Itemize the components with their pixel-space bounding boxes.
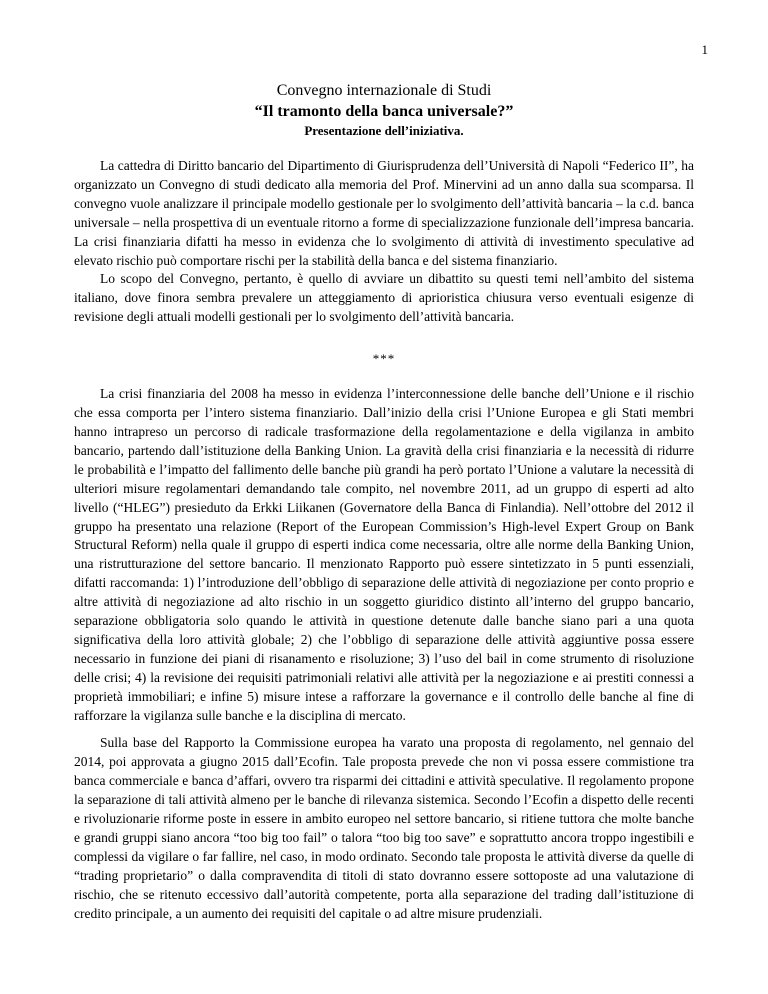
body-paragraph-2: Sulla base del Rapporto la Commissione europea ha varato una proposta di regolamento, nel gennaio del 2014, poi approvata a giugno 2015 dall’Ecofin. Tale proposta prevede che non vi possa essere commistione tra banca commerciale e banca d’affari, ovvero tra risparmi dei cittadini e attività speculative. Il regolamento propone la separazione di tali attività almeno per le banche di rilevanza sistemica. Secondo l’Ecofin a dispetto delle recenti e rivoluzionarie riforme poste in essere in ambito europeo nel settore bancario, si ritiene tuttora che molte banche e grandi gruppi siano ancora “too big too fail” o talora “too big too save” e soprattutto ancora troppo ingestibili e complessi da vigilare o far fallire, nel caso, in modo ordinato. Secondo tale proposta le attività diverse da quelle di “trading proprietario” o dalla compravendita di titoli di stato dovranno essere sottoposte ad una valutazione di rischio, che se ritenuto eccessivo dall’autorità competente, porta alla separazione del trading dall’istituzione di credito principale, a un aumento dei requisiti del capitale o ad altre misure prudenziali. [74,735,694,921]
conference-subtitle: Presentazione dell’iniziativa. [304,123,464,138]
document-body [74,80,694,924]
page-number: 1 [701,42,708,57]
body-paragraph-1: La crisi finanziaria del 2008 ha messo in evidenza l’interconnessione delle banche dell’Unione e il rischio che essa comporta per l’intero sistema finanziario. Dall’inizio della crisi l’Unione Europea e gli Stati membri hanno intrapreso un percorso di radicale trasformazione della regolamentazione e della vigilanza in ambito bancario, partendo dall’istituzione della Banking Union. La gravità della crisi finanziaria e la necessità di ridurre le probabilità e l’impatto del fallimento delle banche più grandi ha però portato l’Unione a valutare la necessità di ulteriori misure regolamentari demandando tale compito, nel novembre 2011, ad un gruppo di esperti ad alto livello (“HLEG”) presieduto da Erkki Liikanen (Governatore della Banca di Finlandia). Nell’ottobre del 2012 il gruppo ha presentato una relazione (Report of the European Commission’s High-level Expert Group on Bank Structural Reform) nella quale il gruppo di esperti indica come necessaria, oltre alle norme della Banking Union, una ristrutturazione del settore bancario. Il menzionato Rapporto può essere sintetizzato in 5 punti essenziali, difatti raccomanda: 1) l’introduzione dell’obbligo di separazione delle attività di negoziazione per conto proprio e altre attività di negoziazione ad alto rischio in un soggetto giuridico distinto all’interno del gruppo bancario, separazione obbligatoria solo quando le attività in questione detenute dalle banche siano pari a una quota significativa della loro attività globale; 2) che l’obbligo di separazione delle attività aggiuntive possa essere necessario in funzione dei piani di risanamento e risoluzione; 3) l’uso del bail in come strumento di risoluzione delle crisi; 4) la revisione dei requisiti patrimoniali relativi alle attività per la negoziazione e ai prestiti connessi a proprietà immobiliari; e infine 5) misure intese a rafforzare la governance e il controllo delle banche al fine di rafforzare la vigilanza sulle banche e la disciplina di mercato. [74,386,694,723]
intro-paragraph-1: La cattedra di Diritto bancario del Dipartimento di Giurisprudenza dell’Università di Napoli “Federico II”, ha organizzato un Convegno di studi dedicato alla memoria del Prof. Minervini ad un anno dalla sua scomparsa. Il convegno vuole analizzare il principale modello gestionale per lo svolgimento dell’attività bancaria – la c.d. banca universale – nella prospettiva di un eventuale ritorno a forme di specializzazione funzionale dell’impresa bancaria. La crisi finanziaria difatti ha messo in evidenza che lo svolgimento di attività di investimento speculative ad elevato rischio può comportare rischi per la stabilità della banca e del sistema finanziario. [74,158,694,268]
conference-title: Convegno internazionale di Studi [276,82,492,99]
conference-main-title: “Il tramonto della banca universale?” [254,103,514,120]
section-separator: *** [372,351,396,367]
intro-paragraph-2: Lo scopo del Convegno, pertanto, è quello di avviare un dibattito su questi temi nell’ambito del sistema italiano, dove finora sembra prevalere un atteggiamento di aprioristica chiusura verso eventuali esigenze di revisione degli attuali modelli gestionali per lo svolgimento dell’attività bancaria. [74,271,694,325]
